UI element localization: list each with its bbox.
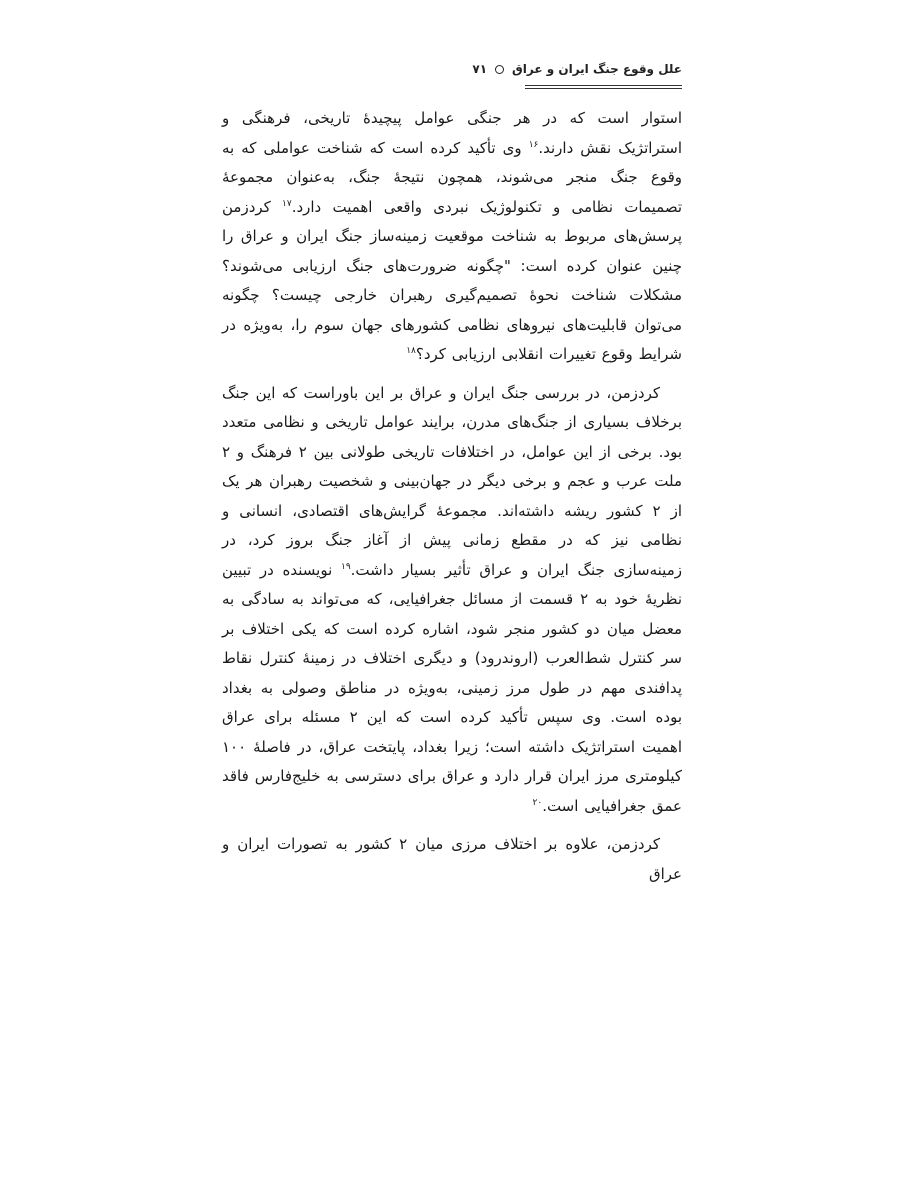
footnote-ref-19: ۱۹: [340, 561, 351, 572]
footnote-ref-18: ۱۸: [406, 346, 416, 356]
footnote-ref-20: ۲۰: [532, 797, 543, 808]
paragraph-2-text-b: نویسنده در تبیین نظریهٔ خود به ۲ قسمت از مسائل جغرافیایی، که می‌تواند به سادگی به معضل میان دو کشور منجر شود، اشاره کرده است که یکی اختلاف بر سر کنترل شط‌العرب (اروندرود) و دیگری اختلاف در زمینهٔ کنترل نقاط پدافندی مهم در طول مرز زمینی، به‌ویژه در مناطق وصولی به بغداد بوده است. وی سپس تأکید کرده است که این ۲ مسئله برای عراق اهمیت استراتژیک داشته است؛ زیرا بغداد، پایتخت عراق، در فاصلهٔ ۱۰۰ کیلومتری مرز ایران قرار دارد و عراق برای دسترسی به خلیج‌فارس فاقد عمق جغرافیایی است.: [222, 560, 682, 815]
header-rule: [525, 85, 682, 89]
paragraph-1-text-c: کردزمن پرسش‌های مربوط به شناخت موقعیت زمینه‌ساز جنگ ایران و عراق را چنین عنوان کرده است: "چگونه ضرورت‌های جنگ ارزیابی می‌شوند؟ مشکلات شناخت نحوهٔ تصمیم‌گیری رهبران خارجی چیست؟ چگونه می‌توان قابلیت‌های نیروهای نظامی کشورهای جهان سوم را، به‌ویژه در شرایط وقوع تغییرات انقلابی ارزیابی کرد؟: [222, 197, 682, 363]
paragraph-1-text-a: استوار است که در هر جنگی عوامل پیچیدهٔ تاریخی، فرهنگی و استراتژیک نقش دارند.: [222, 109, 682, 157]
footnote-ref-16: ۱۶: [528, 139, 539, 150]
paragraph-1-text-b: وی تأکید کرده است که شناخت عواملی که به وقوع جنگ منجر می‌شوند، همچون نتیجهٔ جنگ، به‌عنوان مجموعهٔ تصمیمات نظامی و تکنولوژیک نبردی واقعی اهمیت دارد.: [222, 138, 682, 216]
circle-separator-icon: [495, 65, 504, 74]
body-text: [222, 104, 682, 889]
footnote-ref-17: ۱۷: [282, 198, 292, 209]
page-number: ۷۱: [472, 62, 488, 76]
paragraph-2: [222, 379, 682, 822]
paragraph-2-text-a: کردزمن، در بررسی جنگ ایران و عراق بر این باوراست که این جنگ برخلاف بسیاری از جنگ‌های مدرن، برایند عوامل تاریخی و نظامی متعدد بود. برخی از این عوامل، در اختلافات تاریخی طولانی بین ۲ فرهنگ و ۲ ملت عرب و عجم و برخی دیگر در جهان‌بینی و شخصیت رهبران هر یک از ۲ کشور ریشه داشته‌اند. مجموعهٔ گرایش‌های اقتصادی، انسانی و نظامی نیز که در مقطع زمانی پیش از آغاز جنگ بروز کرد، در زمینه‌سازی جنگ ایران و عراق تأثیر بسیار داشت.: [222, 383, 682, 579]
running-header: [222, 62, 682, 92]
paragraph-1: [222, 104, 682, 370]
running-title: علل وقوع جنگ ایران و عراق: [512, 62, 682, 76]
paragraph-3: [222, 830, 682, 889]
paragraph-3-text: کردزمن، علاوه بر اختلاف مرزی میان ۲ کشور به تصورات ایران و عراق: [222, 835, 682, 883]
